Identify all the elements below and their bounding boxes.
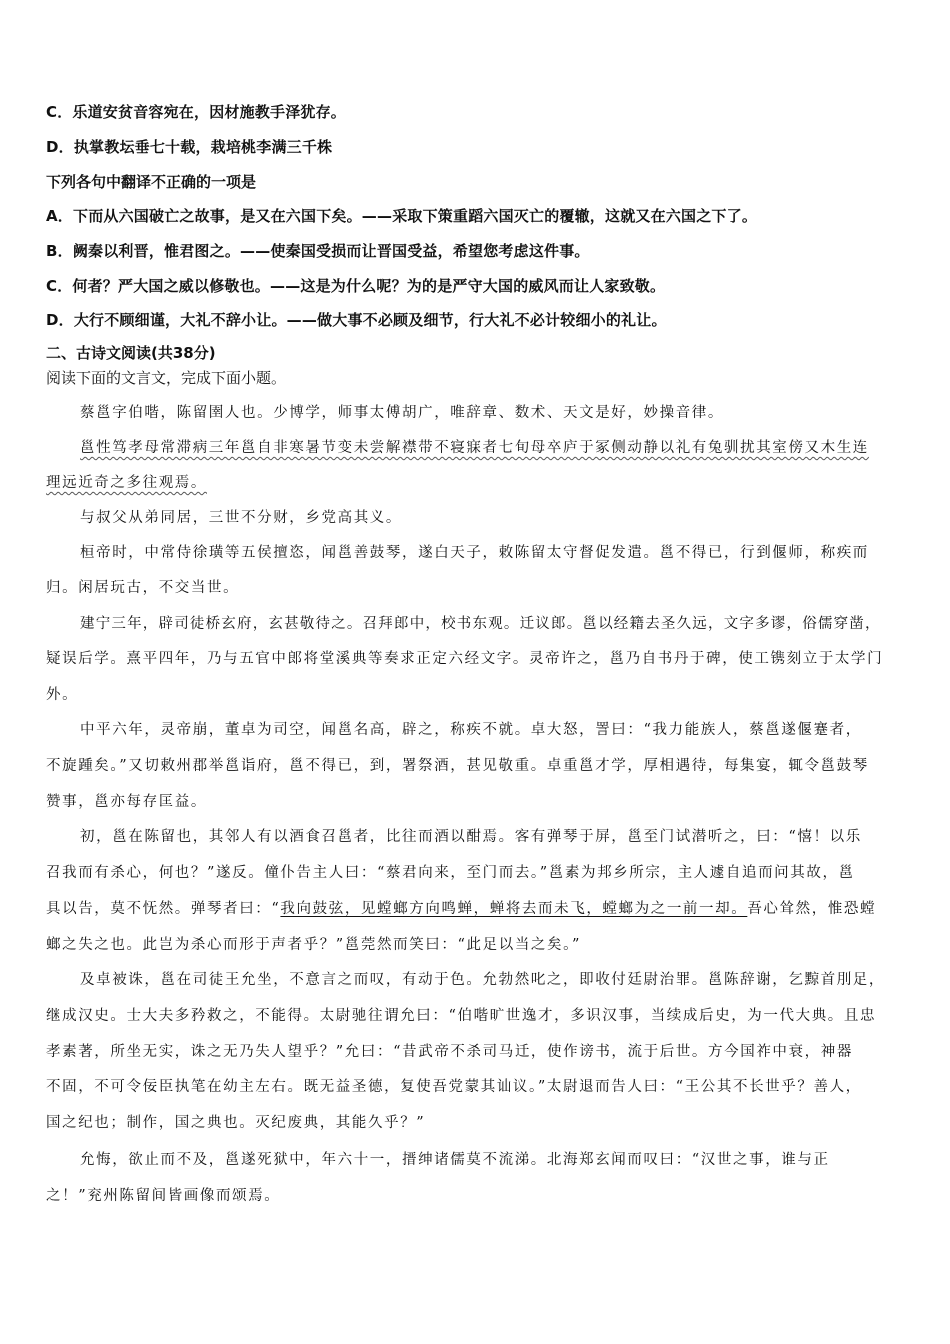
passage-p3: 与叔父从弟同居，三世不分财，乡党高其义。 [80,510,402,526]
passage-p2-line1: 邕性笃孝母常滞病三年邕自非寒暑节变未尝解襟带不寝寐者七旬母卒庐于冢侧动静以礼有兔驯扰其室傍又木生连 [80,440,869,456]
option-b: B．阙秦以利晋，惟君图之。——使秦国受损而让晋国受益，希望您考虑这件事。 [46,242,590,260]
passage-p7-line3-pre: 具以告，莫不怃然。弹琴者曰：“ [46,901,281,917]
passage-p8-line4: 不固，不可令佞臣执笔在幼主左右。既无益圣德，复使吾党蒙其讪议。”太尉退而告人曰：“王公其不长世乎？善人， [46,1079,862,1095]
passage-p4-line1: 桓帝时，中常侍徐璜等五侯擅恣，闻邕善鼓琴，遂白天子，敕陈留太守督促发遣。邕不得已，行到偃师，称疾而 [80,545,869,561]
option-a: A．下而从六国破亡之故事，是又在六国下矣。——采取下策重蹈六国灭亡的覆辙，这就又在六国之下了。 [46,207,758,225]
section-instruction: 阅读下面的文言文，完成下面小题。 [46,369,287,387]
prev-option-c: C．乐道安贫音容宛在，因材施教手泽犹存。 [46,103,347,121]
passage-p9-line1: 允悔，欲止而不及，邕遂死狱中，年六十一，搢绅诸儒莫不流涕。北海郑玄闻而叹曰：“汉世之事，谁与正 [80,1152,830,1168]
passage-p7-line3-post: 吾心耸然，惟恐螳 [747,901,877,917]
passage-p8-line5: 国之纪也；制作，国之典也。灭纪废典，其能久乎？” [46,1115,426,1131]
passage-p4-line2: 归。闲居玩古，不交当世。 [46,580,240,596]
question-stem: 下列各句中翻译不正确的一项是 [46,173,257,191]
passage-p5-line3: 外。 [46,687,79,703]
passage-p5-line2: 疑误后学。熹平四年，乃与五官中郎将堂溪典等奏求正定六经文字。灵帝许之，邕乃自书丹于碑，使工镌刻立于太学门 [46,651,884,667]
passage-p8-line2: 继成汉史。士大夫多矜救之，不能得。太尉驰往谓允曰：“伯喈旷世逸才，多识汉事，当续成后史，为一代大典。且忠 [46,1008,877,1024]
passage-p8-line3: 孝素著，所坐无实，诛之无乃失人望乎？”允曰：“昔武帝不杀司马迁，使作谤书，流于后世。方今国祚中衰，神器 [46,1044,853,1060]
passage-p7-line3 [46,897,876,918]
passage-p7-line1: 初，邕在陈留也，其邻人有以酒食召邕者，比往而酒以酣焉。客有弹琴于屏，邕至门试潜听之，曰：“憘！以乐 [80,829,862,845]
passage-p2-line2: 理远近奇之多往观焉。 [46,475,207,491]
passage-p5-line1: 建宁三年，辟司徒桥玄府，玄甚敬待之。召拜郎中，校书东观。迁议郎。邕以经籍去圣久远，文字多谬，俗儒穿凿， [80,616,881,632]
prev-option-d: D．执掌教坛垂七十载，栽培桃李满三千株 [46,138,333,156]
section-heading: 二、古诗文阅读(共38分) [46,344,216,362]
passage-p6-line1: 中平六年，灵帝崩，董卓为司空，闻邕名高，辟之，称疾不就。卓大怒，詈曰：“我力能族人，蔡邕遂偃蹇者， [80,722,862,738]
option-d: D．大行不顾细谨，大礼不辞小让。——做大事不必顾及细节，行大礼不必计较细小的礼让。 [46,311,667,329]
passage-p7-line2: 召我而有杀心，何也？”遂反。僮仆告主人曰：“蔡君向来，至门而去。”邕素为邦乡所宗，主人遽自追而问其故，邕 [46,865,855,881]
passage-p7-line4: 螂之失之也。此岂为杀心而形于声者乎？”邕莞然而笑曰：“此足以当之矣。” [46,937,581,953]
passage-p1: 蔡邕字伯喈，陈留圉人也。少博学，师事太傅胡广，唯辞章、数术、天文是好，妙操音律。 [80,405,724,421]
passage-p6-line3: 赞事，邕亦每存匡益。 [46,794,207,810]
underlined-sentence: 我向鼓弦，见螳螂方向鸣蝉，蝉将去而未飞，螳螂为之一前一却。 [280,901,748,917]
passage-p8-line1: 及卓被诛，邕在司徒王允坐，不意言之而叹，有动于色。允勃然叱之，即收付廷尉治罪。邕陈辞谢，乞黥首刖足， [80,972,885,988]
passage-p9-line2: 之！”兖州陈留间皆画像而颂焉。 [46,1188,281,1204]
passage-p6-line2: 不旋踵矣。”又切敕州郡举邕诣府，邕不得已，到，署祭酒，甚见敬重。卓重邕才学，厚相遇待，每集宴，辄令邕鼓琴 [46,758,869,774]
option-c: C．何者？严大国之威以修敬也。——这是为什么呢？为的是严守大国的威风而让人家致敬。 [46,277,666,295]
